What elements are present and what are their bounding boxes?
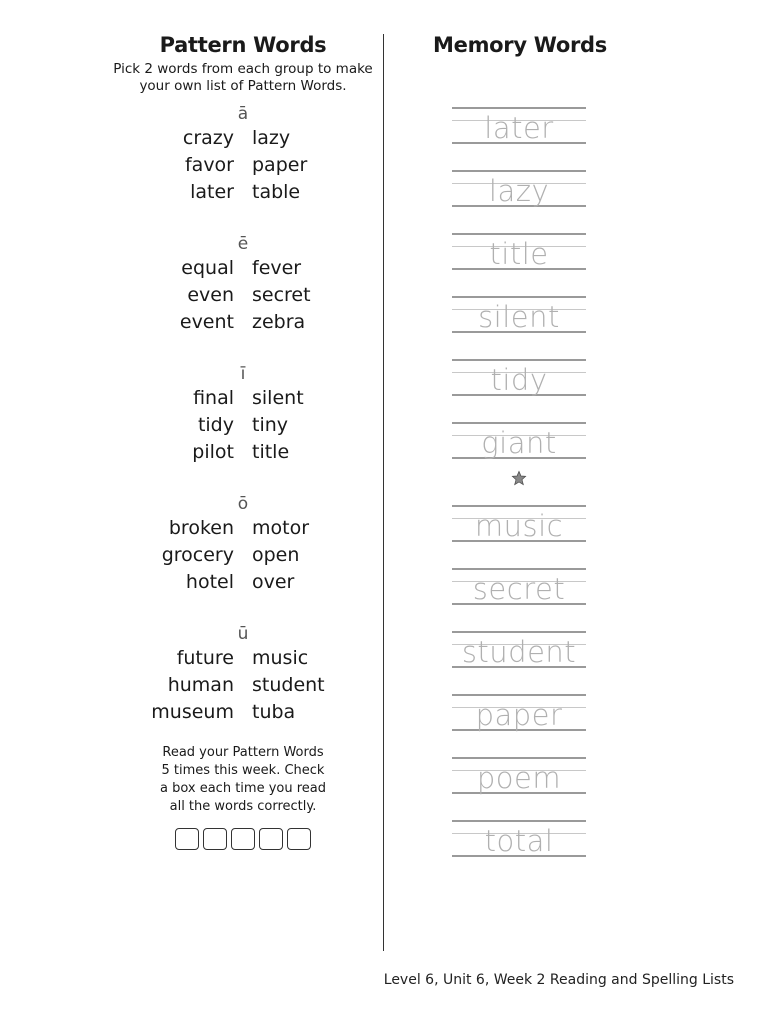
memory-words-list bbox=[452, 98, 586, 874]
pattern-word: music bbox=[252, 647, 309, 669]
pattern-words-instructions bbox=[105, 61, 381, 95]
reading-checkbox[interactable] bbox=[259, 828, 283, 850]
tracing-line bbox=[452, 559, 586, 607]
word-row bbox=[105, 309, 381, 336]
pattern-word: future bbox=[176, 647, 234, 669]
vowel-heading: ū bbox=[237, 624, 249, 644]
guide-line bbox=[452, 631, 586, 633]
pattern-word: student bbox=[252, 674, 325, 696]
pattern-word: human bbox=[167, 674, 234, 696]
tracing-line bbox=[452, 98, 586, 146]
reading-checkboxes bbox=[105, 828, 381, 850]
pattern-word: tuba bbox=[252, 701, 296, 723]
guide-line bbox=[452, 568, 586, 570]
vowel-groups bbox=[105, 103, 381, 726]
memory-word: poem bbox=[476, 761, 562, 795]
word-row bbox=[105, 515, 381, 542]
guide-line bbox=[452, 757, 586, 759]
tracing-line bbox=[452, 622, 586, 670]
pattern-word: tiny bbox=[252, 414, 289, 436]
guide-line bbox=[452, 170, 586, 172]
guide-line bbox=[452, 694, 586, 696]
guide-line bbox=[452, 233, 586, 235]
pattern-word: over bbox=[252, 571, 295, 593]
guide-line bbox=[452, 820, 586, 822]
pattern-words-title: Pattern Words bbox=[159, 33, 327, 57]
memory-words-header bbox=[400, 30, 640, 60]
pattern-word: even bbox=[187, 284, 234, 306]
guide-line bbox=[452, 296, 586, 298]
memory-word: title bbox=[489, 237, 549, 271]
instructions-line: your own list of Pattern Words. bbox=[139, 78, 347, 94]
vowel-group bbox=[105, 623, 381, 726]
memory-word: total bbox=[484, 824, 554, 858]
guide-line bbox=[452, 505, 586, 507]
word-row bbox=[105, 179, 381, 206]
tracing-line bbox=[452, 224, 586, 272]
pattern-word: event bbox=[179, 311, 234, 333]
vowel-heading: ā bbox=[237, 104, 249, 124]
guide-line bbox=[452, 107, 586, 109]
memory-word: student bbox=[461, 635, 577, 669]
reading-checkbox[interactable] bbox=[203, 828, 227, 850]
pattern-word: museum bbox=[151, 701, 234, 723]
pattern-word: open bbox=[252, 544, 300, 566]
pattern-word: final bbox=[193, 387, 234, 409]
word-row bbox=[105, 152, 381, 179]
reading-checkbox[interactable] bbox=[287, 828, 311, 850]
word-row bbox=[105, 569, 381, 596]
read-line: 5 times this week. Check bbox=[161, 763, 325, 778]
read-instructions bbox=[105, 744, 381, 816]
word-row bbox=[105, 125, 381, 152]
pattern-word: grocery bbox=[161, 544, 234, 566]
word-row bbox=[105, 672, 381, 699]
star-divider bbox=[452, 468, 586, 498]
pattern-word: crazy bbox=[182, 127, 234, 149]
memory-word: tidy bbox=[490, 363, 548, 397]
reading-checkbox[interactable] bbox=[175, 828, 199, 850]
memory-word: lazy bbox=[488, 174, 550, 208]
memory-word: music bbox=[474, 509, 564, 543]
tracing-line bbox=[452, 350, 586, 398]
pattern-word: hotel bbox=[185, 571, 234, 593]
word-row bbox=[105, 282, 381, 309]
read-line: all the words correctly. bbox=[169, 799, 317, 814]
memory-word: giant bbox=[481, 426, 557, 460]
star-icon bbox=[511, 470, 527, 486]
vowel-group bbox=[105, 363, 381, 466]
pattern-word: paper bbox=[252, 154, 308, 176]
word-row bbox=[105, 699, 381, 726]
instructions-line: Pick 2 words from each group to make bbox=[113, 61, 373, 77]
word-row bbox=[105, 412, 381, 439]
pattern-word: equal bbox=[181, 257, 234, 279]
memory-word: later bbox=[484, 111, 554, 145]
vowel-heading: ī bbox=[240, 364, 246, 384]
pattern-word: title bbox=[252, 441, 290, 463]
memory-word: secret bbox=[472, 572, 566, 606]
pattern-word: pilot bbox=[192, 441, 234, 463]
tracing-line bbox=[452, 161, 586, 209]
vowel-heading: ē bbox=[237, 234, 249, 254]
word-row bbox=[105, 439, 381, 466]
word-row bbox=[105, 385, 381, 412]
pattern-word: broken bbox=[168, 517, 234, 539]
tracing-line bbox=[452, 413, 586, 461]
pattern-word: favor bbox=[184, 154, 234, 176]
tracing-line bbox=[452, 287, 586, 335]
pattern-word: later bbox=[190, 181, 234, 203]
tracing-line bbox=[452, 685, 586, 733]
tracing-line bbox=[452, 748, 586, 796]
read-line: a box each time you read bbox=[159, 781, 326, 796]
vowel-group bbox=[105, 233, 381, 336]
pattern-word: secret bbox=[252, 284, 311, 306]
word-row bbox=[105, 255, 381, 282]
pattern-word: motor bbox=[252, 517, 310, 539]
reading-checkbox[interactable] bbox=[231, 828, 255, 850]
word-row bbox=[105, 542, 381, 569]
column-divider bbox=[383, 34, 384, 951]
vowel-heading: ō bbox=[237, 494, 249, 514]
pattern-word: fever bbox=[252, 257, 302, 279]
guide-line bbox=[452, 359, 586, 361]
read-line: Read your Pattern Words bbox=[162, 745, 324, 760]
pattern-word: table bbox=[252, 181, 301, 203]
word-row bbox=[105, 645, 381, 672]
vowel-group bbox=[105, 103, 381, 206]
memory-word: silent bbox=[478, 300, 560, 334]
pattern-words-column bbox=[105, 30, 381, 850]
pattern-word: silent bbox=[252, 387, 304, 409]
footer-caption: Level 6, Unit 6, Week 2 Reading and Spelling Lists bbox=[383, 972, 734, 988]
tracing-line bbox=[452, 811, 586, 859]
pattern-word: tidy bbox=[197, 414, 234, 436]
memory-words-title: Memory Words bbox=[433, 33, 607, 57]
vowel-group bbox=[105, 493, 381, 596]
guide-line bbox=[452, 422, 586, 424]
pattern-word: lazy bbox=[252, 127, 291, 149]
memory-word: paper bbox=[475, 698, 563, 732]
pattern-word: zebra bbox=[252, 311, 306, 333]
tracing-line bbox=[452, 496, 586, 544]
